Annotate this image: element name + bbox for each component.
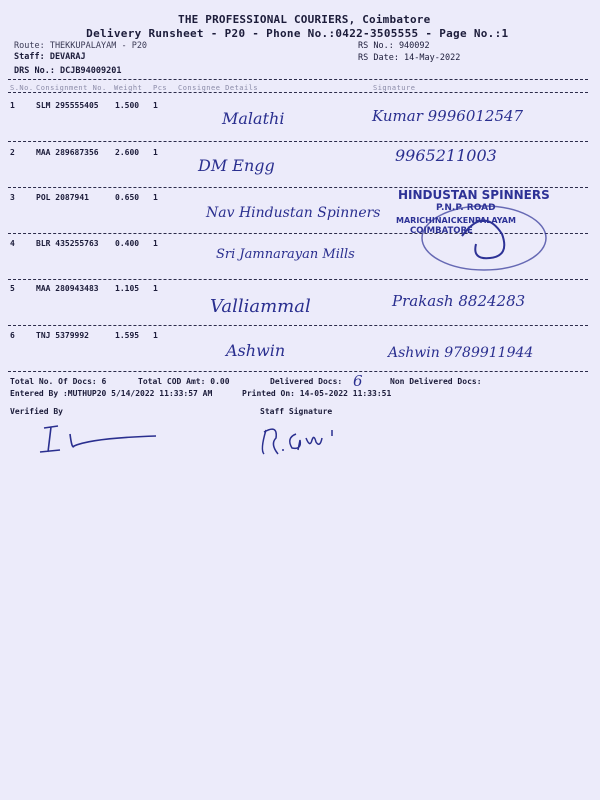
row-consignment: MAA 289687356 <box>36 148 99 157</box>
row-consignment: TNJ 5379992 <box>36 331 89 340</box>
delivered-docs: Delivered Docs: <box>270 377 343 386</box>
row-signature-handwriting: 9965211003 <box>395 146 497 165</box>
row-consignment: SLM 295555405 <box>36 101 99 110</box>
row-sno: 1 <box>10 101 15 110</box>
verifier-signature <box>36 422 166 462</box>
column-header: Pcs <box>153 84 168 92</box>
row-weight: 1.595 <box>115 331 140 340</box>
rs-number: RS No.: 940092 <box>358 41 430 51</box>
column-header: S.No. <box>10 84 34 92</box>
table-row <box>0 284 600 328</box>
company-stamp <box>392 186 562 276</box>
row-sno: 5 <box>10 284 15 293</box>
rs-date: RS Date: 14-May-2022 <box>358 53 461 63</box>
non-delivered-docs: Non Delivered Docs: <box>390 377 482 386</box>
row-signature-handwriting: Prakash 8824283 <box>392 292 526 310</box>
row-divider <box>8 141 588 142</box>
column-header: Signature <box>373 84 416 92</box>
row-weight: 1.105 <box>115 284 140 293</box>
stamp-line1: HINDUSTAN SPINNERS <box>398 188 550 202</box>
row-divider <box>8 371 588 372</box>
row-pcs: 1 <box>153 193 158 202</box>
row-divider <box>8 325 588 326</box>
total-cod: Total COD Amt: 0.00 <box>138 377 230 386</box>
row-receiver-handwriting: Nav Hindustan Spinners <box>206 205 381 221</box>
row-pcs: 1 <box>153 239 158 248</box>
stamp-line3: MARICHINAICKENPALAYAM <box>396 216 516 225</box>
row-weight: 0.650 <box>115 193 140 202</box>
column-header: Consignment No. <box>36 84 107 92</box>
row-consignment: MAA 280943483 <box>36 284 99 293</box>
row-receiver-handwriting: Valliammal <box>210 296 311 317</box>
row-signature-handwriting: Ashwin 9789911944 <box>388 345 534 361</box>
row-consignment: BLR 435255763 <box>36 239 99 248</box>
row-sno: 2 <box>10 148 15 157</box>
row-sno: 4 <box>10 239 15 248</box>
drs-number: DRS No.: DCJB94009201 <box>14 66 122 76</box>
staff-signature-label: Staff Signature <box>260 407 333 416</box>
row-weight: 0.400 <box>115 239 140 248</box>
column-divider <box>8 92 588 93</box>
row-receiver-handwriting: Ashwin <box>226 341 286 360</box>
staff-signature <box>256 420 366 460</box>
staff-label: Staff: DEVARAJ <box>14 52 86 62</box>
row-weight: 1.500 <box>115 101 140 110</box>
route-label: Route: THEKKUPALAYAM - P20 <box>14 41 148 51</box>
row-receiver-handwriting: DM Engg <box>198 156 275 175</box>
row-pcs: 1 <box>153 284 158 293</box>
column-header: Weight <box>114 84 143 92</box>
row-sno: 3 <box>10 193 15 202</box>
stamp-line2: P.N.P. ROAD <box>436 203 496 213</box>
row-signature-handwriting: Kumar 9996012547 <box>372 107 524 125</box>
document-title: THE PROFESSIONAL COURIERS, Coimbatore <box>178 13 431 26</box>
header-divider <box>8 79 588 80</box>
table-row <box>0 101 600 145</box>
column-header: Consignee Details <box>178 84 259 92</box>
delivered-count-handwriting: 6 <box>353 372 363 390</box>
row-sno: 6 <box>10 331 15 340</box>
row-pcs: 1 <box>153 101 158 110</box>
row-pcs: 1 <box>153 148 158 157</box>
stamp-line4: COIMBATORE <box>410 226 473 236</box>
row-consignment: POL 2087941 <box>36 193 89 202</box>
row-receiver-handwriting: Malathi <box>222 109 285 128</box>
runsheet-heading <box>10 27 508 40</box>
row-pcs: 1 <box>153 331 158 340</box>
total-docs: Total No. Of Docs: 6 <box>10 377 107 386</box>
entered-by: Entered By :MUTHUP20 5/14/2022 11:33:57 AM <box>10 389 213 398</box>
printed-on: Printed On: 14-05-2022 11:33:51 <box>242 389 392 398</box>
column-header-row <box>8 84 583 92</box>
row-weight: 2.600 <box>115 148 140 157</box>
table-row <box>0 331 600 375</box>
row-divider <box>8 279 588 280</box>
runsheet-line: Delivery Runsheet - P20 - Phone No.:0422-3505555 - Page No.:1 <box>86 27 509 40</box>
verified-by-label: Verified By <box>10 407 63 416</box>
row-receiver-handwriting: Sri Jamnarayan Mills <box>216 247 355 262</box>
